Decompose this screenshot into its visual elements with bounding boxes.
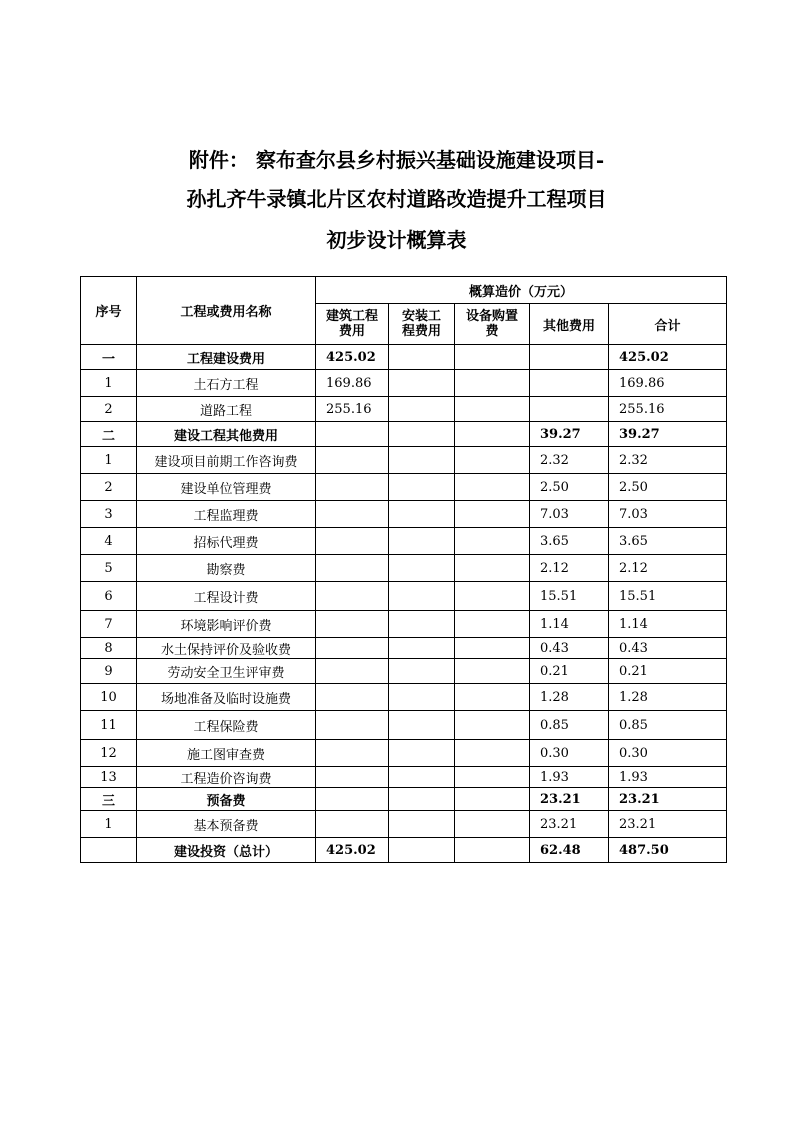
cell-other: 39.27 [530,422,609,447]
cell-total: 39.27 [609,422,727,447]
table-row [81,740,727,767]
cell-building [316,638,389,659]
cell-name: 水土保持评价及验收费 [137,638,316,659]
cell-name: 建设单位管理费 [137,474,316,501]
budget-table [80,276,727,863]
cell-name: 施工图审查费 [137,740,316,767]
cell-total: 7.03 [609,501,727,528]
table-row [81,528,727,555]
cell-building [316,474,389,501]
cell-install [389,555,455,582]
cell-seq: 3 [81,501,137,528]
cell-total: 23.21 [609,788,727,811]
cell-install [389,684,455,711]
cell-equipment [455,582,530,611]
cell-seq: 7 [81,611,137,638]
cell-other: 7.03 [530,501,609,528]
cell-other: 3.65 [530,528,609,555]
cell-other: 0.30 [530,740,609,767]
cell-other: 2.12 [530,555,609,582]
cell-seq: 13 [81,767,137,788]
cell-name: 招标代理费 [137,528,316,555]
cell-name: 工程造价咨询费 [137,767,316,788]
cell-equipment [455,370,530,397]
cell-seq: 1 [81,811,137,838]
cell-other: 1.93 [530,767,609,788]
cell-other: 23.21 [530,811,609,838]
cell-total: 487.50 [609,838,727,863]
table-row [81,555,727,582]
cell-equipment [455,638,530,659]
cell-building: 425.02 [316,345,389,370]
cell-seq: 2 [81,474,137,501]
cell-building [316,555,389,582]
cell-equipment [455,767,530,788]
cell-other: 2.32 [530,447,609,474]
cell-building [316,659,389,684]
cell-name: 建设项目前期工作咨询费 [137,447,316,474]
cell-equipment [455,811,530,838]
cell-seq: 1 [81,370,137,397]
cell-building [316,740,389,767]
cell-total: 1.14 [609,611,727,638]
cell-equipment [455,788,530,811]
cell-name: 建设投资（总计） [137,838,316,863]
cell-seq: 8 [81,638,137,659]
cell-equipment [455,740,530,767]
cell-building [316,711,389,740]
cell-equipment [455,474,530,501]
table-row [81,711,727,740]
cell-other: 0.21 [530,659,609,684]
table-row [81,422,727,447]
cell-total: 169.86 [609,370,727,397]
cell-other: 1.14 [530,611,609,638]
cell-building [316,767,389,788]
title-line-1: 附件： 察布查尔县乡村振兴基础设施建设项目- [188,148,605,172]
cell-building [316,811,389,838]
table-row [81,684,727,711]
cell-total: 0.85 [609,711,727,740]
cell-total: 3.65 [609,528,727,555]
cell-building [316,501,389,528]
table-row [81,811,727,838]
cell-equipment [455,528,530,555]
cell-install [389,447,455,474]
cell-equipment [455,611,530,638]
cell-other [530,370,609,397]
cell-name: 场地准备及临时设施费 [137,684,316,711]
cell-install [389,638,455,659]
cell-equipment [455,659,530,684]
cell-other: 0.85 [530,711,609,740]
cell-building [316,422,389,447]
cell-install [389,788,455,811]
header-other: 其他费用 [530,304,609,345]
header-total: 合计 [609,304,727,345]
cell-total: 0.21 [609,659,727,684]
cell-install [389,501,455,528]
cell-other [530,397,609,422]
cell-install [389,811,455,838]
table-row [81,582,727,611]
cell-install [389,422,455,447]
table-row [81,767,727,788]
cell-seq: 一 [81,345,137,370]
header-group: 概算造价（万元） [316,277,727,304]
header-seq: 序号 [81,277,137,345]
cell-equipment [455,345,530,370]
cell-install [389,528,455,555]
table-row [81,447,727,474]
cell-name: 基本预备费 [137,811,316,838]
cell-install [389,711,455,740]
cell-equipment [455,711,530,740]
cell-seq: 11 [81,711,137,740]
table-row [81,370,727,397]
cell-seq: 二 [81,422,137,447]
cell-install [389,370,455,397]
cell-building [316,528,389,555]
cell-equipment [455,397,530,422]
cell-other: 15.51 [530,582,609,611]
cell-install [389,659,455,684]
table-body [81,345,727,863]
cell-equipment [455,838,530,863]
cell-install [389,397,455,422]
cell-seq [81,838,137,863]
cell-install [389,767,455,788]
cell-seq: 12 [81,740,137,767]
cell-seq: 4 [81,528,137,555]
cell-install [389,611,455,638]
cell-install [389,740,455,767]
cell-name: 劳动安全卫生评审费 [137,659,316,684]
header-name: 工程或费用名称 [137,277,316,345]
cell-install [389,838,455,863]
cell-other: 1.28 [530,684,609,711]
cell-equipment [455,447,530,474]
cell-total: 2.12 [609,555,727,582]
cell-other: 62.48 [530,838,609,863]
cell-name: 工程监理费 [137,501,316,528]
header-install: 安装工程费用 [389,304,455,345]
table-row [81,659,727,684]
table-row [81,838,727,863]
cell-building [316,684,389,711]
table-row [81,501,727,528]
table-row [81,611,727,638]
header-equipment: 设备购置费 [455,304,530,345]
cell-total: 23.21 [609,811,727,838]
cell-name: 土石方工程 [137,370,316,397]
cell-name: 建设工程其他费用 [137,422,316,447]
cell-seq: 9 [81,659,137,684]
cell-install [389,474,455,501]
cell-name: 环境影响评价费 [137,611,316,638]
table-row [81,474,727,501]
table-row [81,345,727,370]
cell-other: 0.43 [530,638,609,659]
cell-other: 23.21 [530,788,609,811]
cell-building [316,582,389,611]
cell-building [316,447,389,474]
cell-other: 2.50 [530,474,609,501]
title-line-3: 初步设计概算表 [326,228,467,252]
cell-building: 169.86 [316,370,389,397]
cell-equipment [455,501,530,528]
cell-name: 工程保险费 [137,711,316,740]
cell-total: 1.28 [609,684,727,711]
cell-equipment [455,555,530,582]
cell-install [389,345,455,370]
cell-building: 425.02 [316,838,389,863]
cell-building: 255.16 [316,397,389,422]
cell-seq: 1 [81,447,137,474]
cell-name: 道路工程 [137,397,316,422]
cell-total: 425.02 [609,345,727,370]
table-row [81,397,727,422]
cell-equipment [455,684,530,711]
cell-name: 预备费 [137,788,316,811]
cell-total: 0.43 [609,638,727,659]
cell-equipment [455,422,530,447]
cell-total: 2.32 [609,447,727,474]
cell-seq: 10 [81,684,137,711]
cell-total: 0.30 [609,740,727,767]
cell-seq: 5 [81,555,137,582]
cell-seq: 6 [81,582,137,611]
table-row [81,788,727,811]
cell-seq: 三 [81,788,137,811]
cell-name: 勘察费 [137,555,316,582]
cell-name: 工程建设费用 [137,345,316,370]
cell-total: 1.93 [609,767,727,788]
header-building: 建筑工程费用 [316,304,389,345]
cell-total: 15.51 [609,582,727,611]
cell-building [316,788,389,811]
table-row [81,638,727,659]
cell-name: 工程设计费 [137,582,316,611]
cell-install [389,582,455,611]
cell-seq: 2 [81,397,137,422]
title-line-2: 孙扎齐牛录镇北片区农村道路改造提升工程项目 [186,187,607,211]
cell-total: 255.16 [609,397,727,422]
cell-total: 2.50 [609,474,727,501]
cell-other [530,345,609,370]
cell-building [316,611,389,638]
